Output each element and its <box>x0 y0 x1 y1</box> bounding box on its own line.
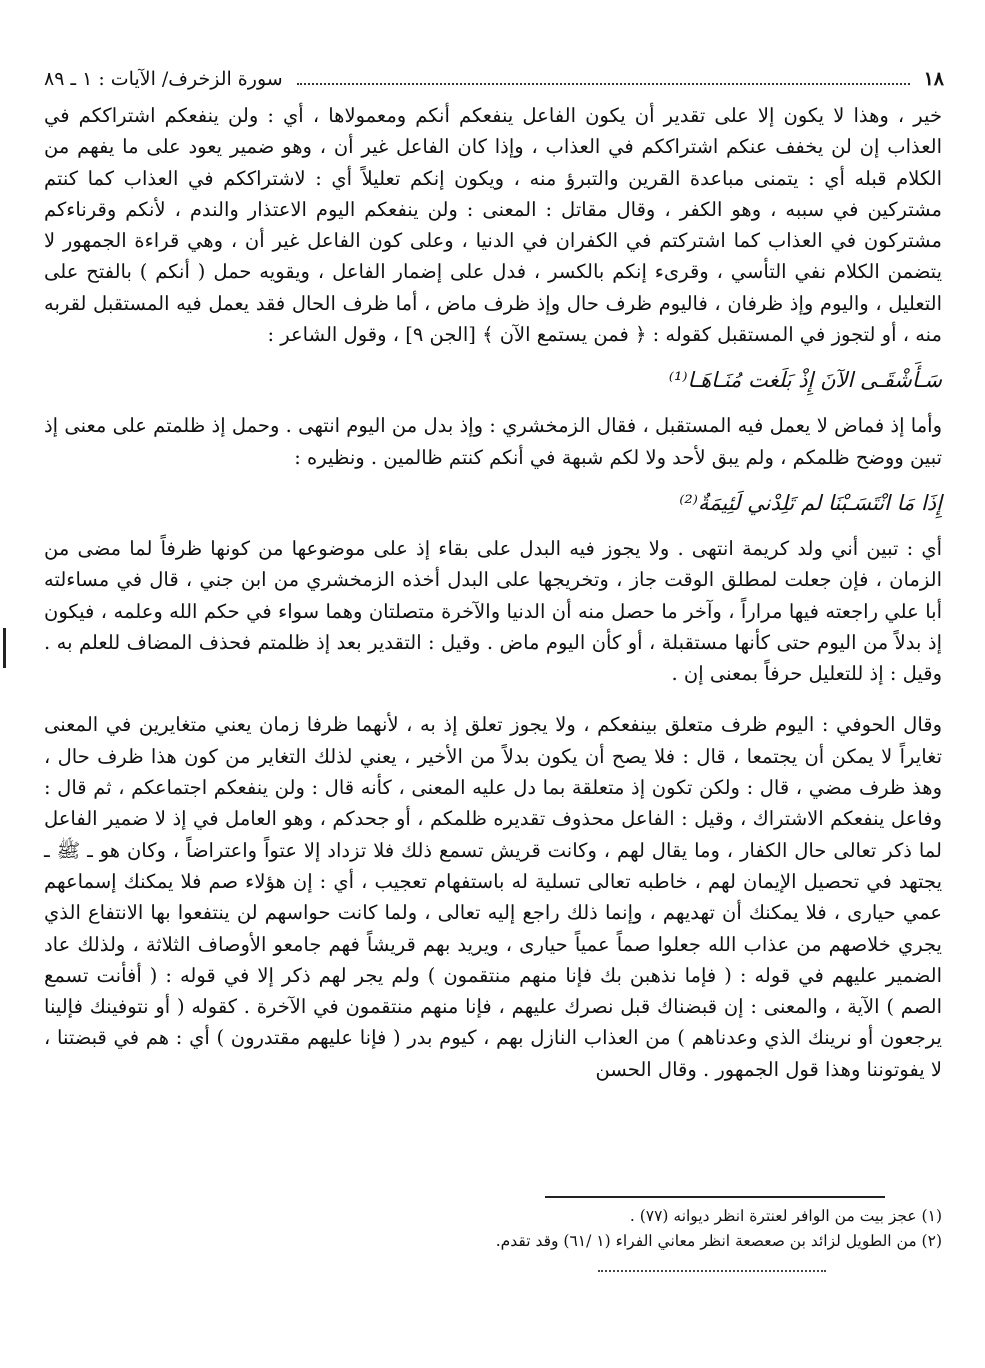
footnote-1: (١) عجز بيت من الوافر لعنترة انظر ديوانه (٧٧) . <box>629 1207 942 1225</box>
footnotes <box>380 1204 942 1254</box>
header-dotted-leader <box>297 73 910 85</box>
page-number: ١٨ <box>923 68 944 90</box>
main-text <box>44 100 942 1085</box>
paragraph-3: أي : تبين أني ولد كريمة انتهى . ولا يجوز فيه البدل على بقاء إذ على موضوعها من كونها ظرفاً لما مضى من الزمان ، فإن جعلت لمطلق الوقت جاز ، وتخريجها على البدل أخذه الزمخشري من ابن جني ، قال في مساءلته أبا علي راجعته فيها مراراً ، وآخر ما حصل منه أن الدنيا والآخرة متصلتان وهما سواء في حكم الله وعلمه ، فيكون إذ بدلاً من اليوم حتى كأنها مستقبلة ، أو كأن اليوم ماض . وقيل : التقدير بعد إذ ظلمتم فحذف المضاف للعلم به . وقيل : إذ للتعليل حرفاً بمعنى إن . <box>44 536 942 686</box>
paragraph-4: وقال الحوفي : اليوم ظرف متعلق بينفعكم ، ولا يجوز تعلق إذ به ، لأنهما ظرفا زمان يعني متغايرين في المعنى تغايراً لا يمكن أن يجتمعا ، قال : فلا يصح أن يكون بدلاً من الأخير ، يعني لذلك التغاير من كون هذا ظرف حال ، وهذ ظرف مضي ، قال : ولكن تكون إذ متعلقة بما دل عليه المعنى ، كأنه قال : ولن ينفعكم اجتماعكم ، ثم قال : وفاعل ينفعكم الاشتراك ، وقيل : الفاعل محذوف تقديره ظلمكم ، أو جحدكم ، وهو العامل في إذ لا ضمير الفاعل لما ذكر تعالى حال الكفار ، وما يقال لهم ، وكانت قريش تسمع ذلك فلا تزداد إلا عتواً واعتراضاً ، وكان هو ـ ﷺ ـ يجتهد في تحصيل الإيمان لهم ، خاطبه تعالى تسلية له باستفهام تعجيب ، أي : إن هؤلاء صم فلا يمكنك إسماعهم عمي حيارى ، فلا يمكنك أن تهديهم ، وإنما ذلك راجع إليه تعالى ، ولما كانت حواسهم لن ينتفعوا بها الانتفاع الذي يجري خلاصهم من عذاب الله جعلوا صماً عمياً حيارى ، ويريد بهم قريشاً فهم جامعو الأوصاف الثلاثة ، ولذلك عاد الضمير عليهم في قوله : ( فإما نذهبن بك فإنا منهم منتقمون ) ولم يجر لهم ذكر إلا في قوله : ( أفأنت تسمع الصم ) الآية ، والمعنى : إن قبضناك قبل نصرك عليهم ، فإنا منهم منتقمون في الآخرة . كقوله ( أو نتوفينك فإلينا يرجعون أو نرينك الذي وعدناهم ) من العذاب النازل بهم ، كيوم بدر ( فإنا عليهم مقتدرون ) أي : هم في قبضتنا ، لا يفوتوننا وهذا قول الجمهور . وقال الحسن <box>44 713 942 1081</box>
footnote-2: (٢) من الطويل لزائد بن صعصعة انظر معاني الفراء (١ /٦١) وقد تقدم. <box>495 1232 942 1250</box>
chapter-title: سورة الزخرف/ الآيات : ١ ـ ٨٩ <box>44 68 283 90</box>
poetry-verse-2: إِذَا مَا انْتَسَـبْنَا لم تَلِدْني لَئِيمَةٌ⁽²⁾ <box>679 490 942 515</box>
margin-mark <box>3 628 6 668</box>
paragraph-1: خير ، وهذا لا يكون إلا على تقدير أن يكون الفاعل ينفعكم أنكم ومعمولاها ، أي : ولن ينفعكم اشتراككم في العذاب إن لن يخفف عنكم اشتراككم في العذاب ، وإذا كان الفاعل غير أن ، وهو ضمير يعود على ما يفهم من الكلام قبله أي : يتمنى مباعدة القرين والتبرؤ منه ، ويكون إنكم تعليلاً أي : لاشتراككم في العذاب كما كنتم مشتركين في سببه ، وهو الكفر ، وقال مقاتل : المعنى : ولن ينفعكم اليوم الاعتذار والندم ، لأنكم وقرناءكم مشتركون في العذاب كما اشتركتم في الكفران في الدنيا ، وعلى كون الفاعل غير أن ، وهي قراءة الجمهور لا يتضمن الكلام نفي التأسي ، وقرىء إنكم بالكسر ، فدل على إضمار الفاعل ، ويقويه حمل ( أنكم ) بالفتح على التعليل ، واليوم وإذ ظرفان ، فاليوم ظرف حال وإذ ظرف ماض ، أما ظرف الحال فقد يعمل فيه المستقبل لقربه منه ، أو لتجوز في المستقبل كقوله : ﴿ فمن يستمع الآن ﴾ [الجن ٩] ، وقول الشاعر : <box>44 104 942 347</box>
poetry-verse-1: سَـأَشْقَـى الآنَ إِذْ بَلَغت مُنَـاهَـا⁽¹⁾ <box>668 368 942 393</box>
paragraph-gap <box>44 689 942 709</box>
footnote-separator <box>545 1196 885 1198</box>
footnote-dotted-line <box>598 1270 826 1272</box>
paragraph-2: وأما إذ فماض لا يعمل فيه المستقبل ، فقال الزمخشري : وإذ بدل من اليوم انتهى . وحمل إذ ظلمتم على معنى إذ تبين ووضح ظلمكم ، ولم يبق لأحد ولا لكم شبهة في أنكم كنتم ظالمين . ونظيره : <box>44 414 942 469</box>
running-header <box>44 62 944 96</box>
